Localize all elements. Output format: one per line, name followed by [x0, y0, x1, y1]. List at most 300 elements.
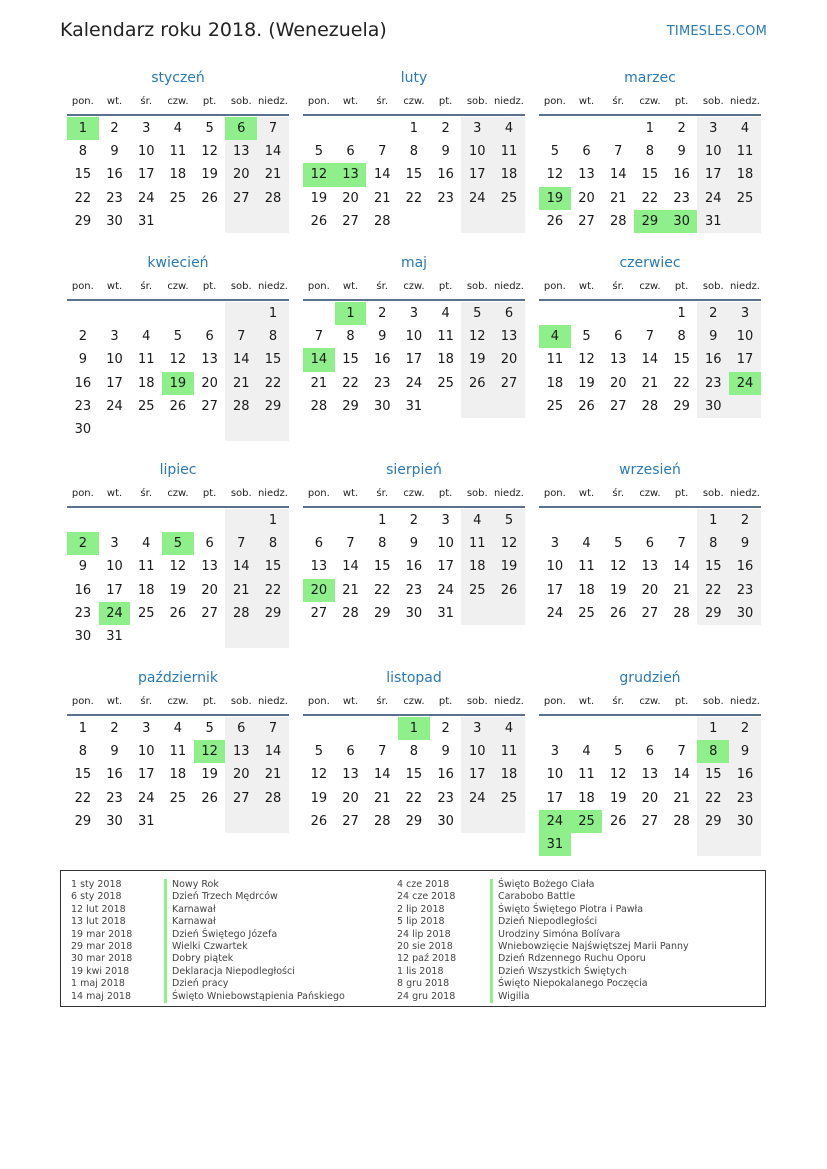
holiday-date: 6 sty 2018: [71, 891, 122, 903]
weekday-label: pt.: [438, 96, 453, 107]
day-cell: 21: [257, 163, 289, 186]
day-cell: 3: [110, 536, 119, 552]
holiday-day-cell: 24: [729, 372, 761, 395]
empty-cell: [99, 418, 131, 441]
empty-cell: [162, 302, 194, 325]
weekday-header: [67, 96, 289, 114]
day-cell: 16: [106, 767, 123, 783]
day-cell: 13: [201, 352, 218, 368]
weekday-label: czw.: [403, 96, 425, 107]
day-cell: 26: [310, 813, 328, 829]
day-cell: 2: [441, 121, 450, 137]
day-cell: 22: [373, 582, 391, 598]
day-cell: 13: [310, 559, 328, 575]
empty-cell: [493, 602, 525, 625]
day-cell: 24: [405, 375, 423, 391]
weekday-label: czw.: [403, 488, 425, 499]
holiday-row: [387, 916, 689, 928]
empty-cell: [729, 395, 761, 418]
holiday-date: 1 maj 2018: [71, 978, 125, 990]
day-cell: 21: [673, 790, 690, 806]
weekday-label: pt.: [202, 96, 217, 107]
weekday-label: pt.: [202, 281, 217, 292]
empty-cell: [225, 810, 257, 833]
day-cell: 26: [578, 398, 595, 414]
day-cell: 8: [346, 329, 355, 345]
month-name: listopad: [386, 670, 442, 686]
day-cell: 31: [405, 398, 423, 414]
day-cell: 5: [461, 302, 493, 325]
holiday-name: Dzień Niepodległości: [490, 916, 597, 928]
holiday-day-cell: 24: [539, 810, 571, 833]
empty-cell: [162, 210, 194, 233]
empty-cell: [130, 302, 162, 325]
day-cell: 2: [729, 509, 761, 532]
day-cell: 3: [697, 117, 729, 140]
weekday-label: wt.: [106, 696, 123, 707]
day-cell: 5: [314, 744, 323, 760]
day-cell: 8: [409, 744, 419, 760]
day-cell: 13: [342, 767, 359, 783]
day-cell: 19: [609, 790, 627, 806]
weekday-label: sob.: [702, 281, 724, 292]
weekday-label: czw.: [167, 96, 189, 107]
day-cell: 31: [106, 629, 123, 645]
weekday-label: wt.: [342, 696, 359, 707]
weekday-label: sob.: [702, 96, 724, 107]
weekday-label: pt.: [438, 696, 453, 707]
day-cell: 5: [493, 509, 525, 532]
day-cell: 15: [697, 763, 729, 786]
holiday-date: 24 lip 2018: [397, 928, 451, 940]
holiday-day-cell: 1: [335, 302, 367, 325]
day-cell: 14: [609, 167, 627, 183]
empty-cell: [225, 418, 257, 441]
day-cell: 27: [201, 605, 218, 621]
day-cell: 11: [493, 140, 525, 163]
holiday-column-left: [61, 879, 345, 1003]
weekday-label: niedz.: [257, 96, 288, 107]
empty-cell: [634, 302, 666, 325]
day-cell: 20: [342, 190, 359, 206]
day-cell: 17: [137, 767, 155, 783]
day-cell: 7: [257, 717, 289, 740]
holiday-name: Święto Wniebowstąpienia Pańskiego: [164, 991, 345, 1003]
day-cell: 3: [110, 329, 119, 345]
weekday-label: pt.: [674, 96, 689, 107]
day-grid: [67, 302, 289, 441]
day-cell: 28: [373, 813, 391, 829]
holiday-row: [61, 916, 345, 928]
header-divider: [67, 714, 289, 716]
day-cell: 22: [405, 790, 423, 806]
day-cell: 8: [409, 144, 419, 160]
day-cell: 4: [582, 536, 591, 552]
holiday-date: 8 gru 2018: [397, 978, 450, 990]
day-cell: 11: [169, 744, 187, 760]
day-cell: 29: [697, 602, 729, 625]
empty-cell: [602, 717, 634, 740]
holiday-date: 30 mar 2018: [71, 953, 133, 965]
day-cell: 26: [201, 190, 218, 206]
day-cell: 16: [74, 582, 92, 598]
empty-cell: [539, 509, 571, 532]
holiday-name: Święto Świętego Piotra i Pawła: [490, 904, 643, 916]
month-calendar: [67, 255, 289, 441]
day-cell: 20: [609, 375, 627, 391]
day-cell: 16: [729, 555, 761, 578]
day-cell: 9: [378, 329, 387, 345]
day-cell: 31: [137, 813, 155, 829]
month-name: styczeń: [151, 70, 205, 86]
day-cell: 6: [645, 536, 655, 552]
weekday-label: śr.: [376, 281, 389, 292]
empty-cell: [366, 117, 398, 140]
day-cell: 24: [106, 398, 123, 414]
header-divider: [303, 114, 525, 116]
day-cell: 24: [546, 605, 564, 621]
day-cell: 24: [461, 787, 493, 810]
day-cell: 1: [409, 121, 419, 137]
empty-cell: [303, 717, 335, 740]
day-cell: 21: [310, 375, 328, 391]
holiday-day-cell: 31: [539, 833, 571, 856]
day-cell: 1: [257, 509, 289, 532]
day-cell: 6: [225, 717, 257, 740]
weekday-label: czw.: [639, 696, 661, 707]
day-cell: 17: [137, 167, 155, 183]
day-cell: 20: [342, 790, 359, 806]
weekday-header: [303, 696, 525, 714]
weekday-header: [303, 281, 525, 299]
day-cell: 5: [614, 744, 623, 760]
empty-cell: [430, 210, 462, 233]
weekday-label: niedz.: [729, 488, 760, 499]
empty-cell: [571, 117, 603, 140]
empty-cell: [697, 833, 729, 856]
day-cell: 3: [550, 744, 559, 760]
holiday-name: Wigilia: [490, 991, 530, 1003]
header-divider: [539, 506, 761, 508]
day-cell: 27: [201, 398, 218, 414]
day-cell: 15: [405, 767, 423, 783]
empty-cell: [303, 509, 335, 532]
header-divider: [67, 114, 289, 116]
holiday-date: 14 maj 2018: [71, 990, 132, 1002]
month-calendar: [539, 70, 761, 233]
day-cell: 6: [493, 302, 525, 325]
weekday-label: wt.: [578, 281, 595, 292]
day-cell: 28: [673, 605, 690, 621]
day-cell: 18: [461, 555, 493, 578]
day-cell: 9: [697, 325, 729, 348]
day-cell: 1: [697, 717, 729, 740]
weekday-label: sob.: [702, 696, 724, 707]
day-cell: 12: [169, 559, 187, 575]
empty-cell: [162, 810, 194, 833]
month-name: lipiec: [159, 462, 197, 478]
day-grid: [303, 302, 525, 418]
empty-cell: [67, 509, 99, 532]
day-cell: 22: [342, 375, 359, 391]
day-cell: 8: [257, 532, 289, 555]
holiday-list: [60, 870, 766, 1007]
day-cell: 11: [493, 740, 525, 763]
weekday-label: wt.: [342, 488, 359, 499]
day-cell: 12: [461, 325, 493, 348]
day-cell: 13: [225, 740, 257, 763]
day-cell: 20: [578, 190, 595, 206]
day-cell: 15: [673, 352, 690, 368]
day-cell: 26: [169, 605, 187, 621]
holiday-day-cell: 8: [697, 740, 729, 763]
empty-cell: [729, 833, 761, 856]
holiday-row: [61, 953, 345, 965]
day-cell: 20: [201, 375, 218, 391]
day-cell: 22: [74, 190, 92, 206]
holiday-name: Dzień Wszystkich Świętych: [490, 966, 627, 978]
day-cell: 3: [142, 121, 151, 137]
header-divider: [539, 299, 761, 301]
header-divider: [303, 714, 525, 716]
day-cell: 9: [78, 352, 87, 368]
day-cell: 3: [142, 721, 151, 737]
day-cell: 25: [578, 605, 595, 621]
weekday-label: sob.: [466, 281, 488, 292]
holiday-date: 4 cze 2018: [397, 879, 450, 890]
empty-cell: [493, 810, 525, 833]
empty-cell: [602, 302, 634, 325]
day-cell: 20: [201, 582, 218, 598]
empty-cell: [194, 302, 226, 325]
weekday-label: wt.: [106, 96, 123, 107]
day-cell: 13: [641, 767, 659, 783]
day-cell: 19: [578, 375, 595, 391]
day-cell: 11: [546, 352, 564, 368]
weekday-label: pon.: [543, 281, 566, 292]
holiday-row: [387, 879, 689, 891]
empty-cell: [634, 717, 666, 740]
day-cell: 15: [405, 167, 423, 183]
day-cell: 27: [342, 813, 359, 829]
day-cell: 29: [405, 813, 423, 829]
day-cell: 24: [137, 190, 155, 206]
day-grid: [303, 717, 525, 833]
holiday-name: Święto Niepokalanego Poczęcia: [490, 978, 648, 990]
weekday-header: [539, 696, 761, 714]
weekday-label: pt.: [674, 488, 689, 499]
month-name: marzec: [624, 70, 676, 86]
holiday-row: [61, 904, 345, 916]
day-cell: 23: [106, 790, 123, 806]
day-cell: 5: [173, 329, 183, 345]
day-cell: 17: [461, 763, 493, 786]
day-cell: 10: [697, 140, 729, 163]
day-cell: 18: [169, 767, 187, 783]
day-cell: 2: [729, 717, 761, 740]
holiday-day-cell: 19: [539, 187, 571, 210]
weekday-label: czw.: [403, 696, 425, 707]
day-cell: 20: [493, 348, 525, 371]
weekday-label: pon.: [71, 696, 94, 707]
day-cell: 3: [461, 117, 493, 140]
day-cell: 18: [578, 582, 595, 598]
day-cell: 8: [78, 744, 87, 760]
day-cell: 29: [673, 398, 690, 414]
day-cell: 23: [729, 787, 761, 810]
day-cell: 11: [437, 329, 454, 345]
day-cell: 12: [201, 144, 218, 160]
day-cell: 23: [729, 579, 761, 602]
empty-cell: [602, 509, 634, 532]
day-cell: 10: [137, 144, 155, 160]
day-cell: 22: [257, 579, 289, 602]
holiday-day-cell: 6: [225, 117, 257, 140]
day-cell: 10: [729, 325, 761, 348]
empty-cell: [634, 833, 666, 856]
day-cell: 4: [173, 121, 183, 137]
day-cell: 27: [310, 605, 328, 621]
day-cell: 1: [257, 302, 289, 325]
day-cell: 12: [609, 559, 627, 575]
day-cell: 17: [437, 559, 454, 575]
day-cell: 27: [342, 213, 359, 229]
empty-cell: [194, 418, 226, 441]
weekday-label: czw.: [167, 696, 189, 707]
day-cell: 22: [697, 787, 729, 810]
day-cell: 13: [225, 140, 257, 163]
day-cell: 8: [378, 536, 387, 552]
day-cell: 21: [609, 190, 627, 206]
empty-cell: [257, 418, 289, 441]
empty-cell: [194, 625, 226, 648]
empty-cell: [335, 509, 367, 532]
day-cell: 17: [106, 582, 123, 598]
day-cell: 25: [493, 187, 525, 210]
day-cell: 25: [493, 787, 525, 810]
holiday-row: [387, 929, 689, 941]
month-calendar: [303, 670, 525, 833]
day-cell: 6: [346, 144, 355, 160]
empty-cell: [729, 210, 761, 233]
day-cell: 22: [405, 190, 423, 206]
weekday-label: pon.: [543, 96, 566, 107]
day-cell: 16: [673, 167, 690, 183]
holiday-row: [61, 966, 345, 978]
weekday-label: sob.: [230, 488, 252, 499]
day-cell: 13: [201, 559, 218, 575]
month-calendar: [303, 255, 525, 418]
day-cell: 26: [201, 790, 218, 806]
day-cell: 9: [441, 144, 450, 160]
weekday-header: [67, 696, 289, 714]
day-cell: 29: [697, 810, 729, 833]
weekday-label: pt.: [674, 281, 689, 292]
day-cell: 14: [673, 767, 690, 783]
day-cell: 30: [74, 422, 92, 438]
day-cell: 13: [609, 352, 627, 368]
holiday-day-cell: 1: [398, 717, 430, 740]
day-cell: 28: [641, 398, 659, 414]
day-cell: 2: [378, 306, 387, 322]
day-cell: 28: [225, 602, 257, 625]
day-cell: 21: [373, 790, 391, 806]
day-cell: 7: [314, 329, 323, 345]
day-cell: 18: [493, 763, 525, 786]
day-cell: 20: [641, 582, 659, 598]
day-cell: 16: [74, 375, 92, 391]
weekday-label: śr.: [612, 696, 625, 707]
day-cell: 17: [546, 582, 564, 598]
day-cell: 2: [78, 329, 87, 345]
day-cell: 4: [582, 744, 591, 760]
day-grid: [67, 717, 289, 833]
empty-cell: [194, 810, 226, 833]
day-cell: 3: [441, 513, 450, 529]
site-link[interactable]: TIMESLES.COM: [666, 24, 767, 39]
day-cell: 30: [697, 395, 729, 418]
day-cell: 19: [493, 555, 525, 578]
weekday-label: sob.: [466, 488, 488, 499]
day-cell: 1: [645, 121, 655, 137]
holiday-row: [61, 978, 345, 990]
day-cell: 9: [110, 144, 119, 160]
holiday-date: 29 mar 2018: [71, 940, 133, 952]
empty-cell: [194, 210, 226, 233]
month-name: czerwiec: [619, 255, 681, 271]
weekday-label: pon.: [543, 696, 566, 707]
empty-cell: [539, 117, 571, 140]
holiday-name: Dzień Rdzennego Ruchu Oporu: [490, 953, 646, 965]
holiday-date: 1 sty 2018: [71, 879, 122, 890]
day-cell: 26: [461, 372, 493, 395]
holiday-row: [387, 978, 689, 990]
day-cell: 16: [729, 763, 761, 786]
day-cell: 19: [169, 582, 187, 598]
day-cell: 4: [493, 717, 525, 740]
holiday-name: Carabobo Battle: [490, 891, 575, 903]
weekday-label: śr.: [376, 96, 389, 107]
day-cell: 7: [614, 144, 623, 160]
day-cell: 28: [257, 787, 289, 810]
holiday-name: Urodziny Simóna Bolívara: [490, 929, 620, 941]
day-cell: 23: [437, 190, 454, 206]
day-cell: 30: [74, 629, 92, 645]
holiday-name: Święto Bożego Ciała: [490, 879, 594, 891]
day-cell: 23: [405, 582, 423, 598]
header-divider: [539, 114, 761, 116]
day-cell: 6: [582, 144, 591, 160]
day-cell: 18: [169, 167, 187, 183]
weekday-label: czw.: [639, 96, 661, 107]
header-divider: [67, 506, 289, 508]
day-cell: 19: [201, 167, 218, 183]
month-name: sierpień: [386, 462, 442, 478]
weekday-label: pon.: [71, 281, 94, 292]
holiday-date: 24 cze 2018: [397, 891, 456, 903]
holiday-name: Dzień Trzech Mędrców: [164, 891, 278, 903]
day-cell: 12: [609, 767, 627, 783]
day-cell: 23: [74, 605, 92, 621]
day-cell: 9: [677, 144, 686, 160]
day-cell: 23: [106, 190, 123, 206]
day-cell: 30: [405, 605, 423, 621]
day-cell: 25: [546, 398, 564, 414]
holiday-name: Nowy Rok: [164, 879, 219, 891]
day-cell: 31: [137, 213, 155, 229]
day-cell: 4: [142, 329, 151, 345]
holiday-name: Dzień pracy: [164, 978, 228, 990]
